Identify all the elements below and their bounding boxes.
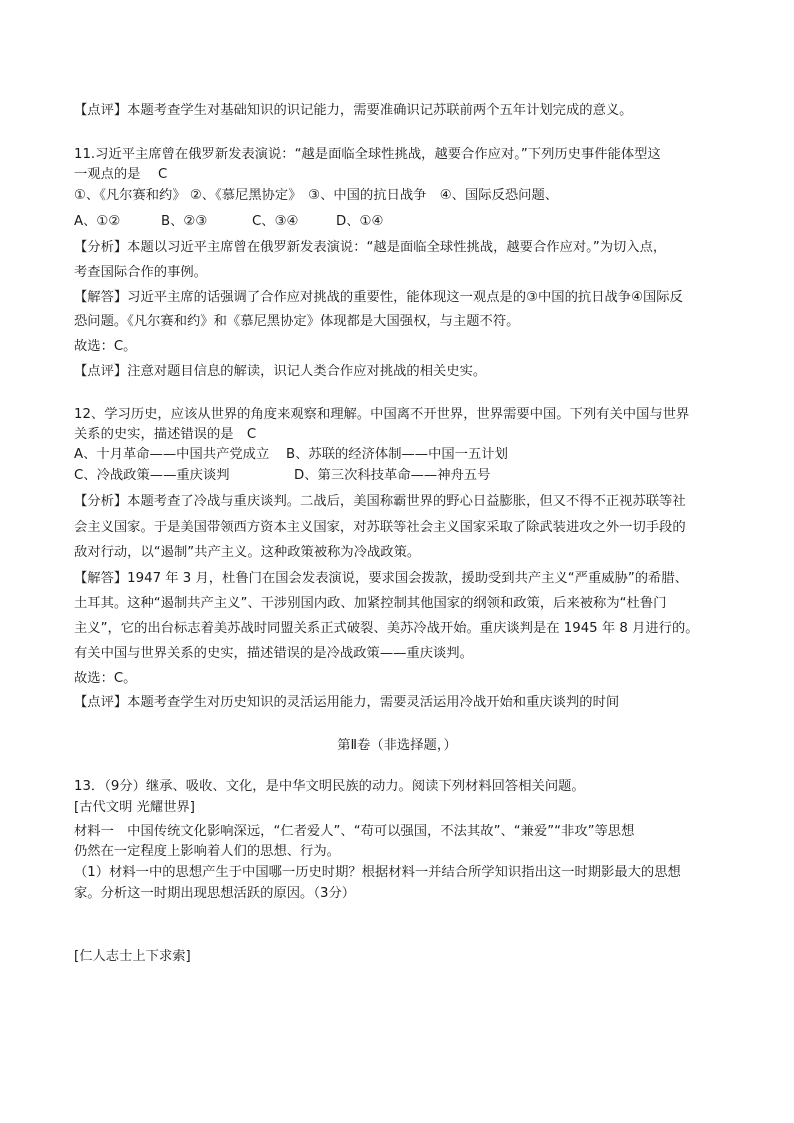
- q11-review: 【点评】注意对题目信息的解读，识记人类合作应对挑战的相关史实。: [74, 364, 487, 379]
- q11-analysis-line2: 考查国际合作的事例。: [74, 265, 207, 280]
- q12-answer-line4: 有关中国与世界关系的史实，描述错误的是冷战政策——重庆谈判。: [74, 646, 473, 661]
- q12-option-d: D、第三次科技革命——神舟五号: [294, 468, 491, 483]
- q11-option-d: D、①④: [336, 214, 384, 229]
- review-paragraph: 【点评】本题考查学生对基础知识的识记能力，需要准确识记苏联前两个五年计划完成的意义。: [74, 103, 633, 118]
- q11-stem-line2: 一观点的是 C: [74, 167, 168, 182]
- q12-analysis-line3: 敌对行动，以“遏制”共产主义。这种政策被称为冷战政策。: [74, 545, 421, 560]
- q12-option-b: B、苏联的经济体制——中国一五计划: [286, 447, 508, 462]
- q13-material-line1: 材料一 中国传统文化影响深远，“仁者爱人”、“苟可以强国，不法其故”、“兼爱”“非攻”等思想: [74, 824, 635, 839]
- q13-sub1-line2: 家。分析这一时期出现思想活跃的原因。（3分）: [74, 886, 356, 901]
- q12-option-c: C、冷战政策——重庆谈判: [74, 468, 230, 483]
- q11-option-c: C、③④: [252, 214, 299, 229]
- q11-stem-line1: 11.习近平主席曾在俄罗新发表演说：“越是面临全球性挑战，越要合作应对。”下列历史事件能体型这: [74, 147, 661, 162]
- q13-stem: 13．（9分）继承、吸收、文化，是中华文明民族的动力。阅读下列材料回答相关问题。: [74, 779, 585, 794]
- q12-analysis-line2: 会主义国家。于是美国带领西方资本主义国家，对苏联等社会主义国家采取了除武装进攻之外一切手段的: [74, 520, 686, 535]
- q12-choice: 故选：C。: [74, 671, 137, 686]
- q11-option-b: B、②③: [161, 214, 208, 229]
- q11-option-a: A、①②: [74, 214, 121, 229]
- q12-answer-line2: 土耳其。这种“遏制共产主义”、干涉别国内政、加紧控制其他国家的纲领和政策，后来被称为“杜鲁门: [74, 596, 667, 611]
- q13-material-line2: 仍然在一定程度上影响着人们的思想、行为。: [74, 844, 340, 859]
- q12-analysis-line1: 【分析】本题考查了冷战与重庆谈判。二战后，美国称霸世界的野心日益膨胀，但又不得不正视苏联等社: [74, 494, 686, 509]
- q11-items: ①、《凡尔赛和约》 ②、《慕尼黑协定》 ③、中国的抗日战争 ④、国际反恐问题、: [74, 188, 559, 203]
- q12-review: 【点评】本题考查学生对历史知识的灵活运用能力，需要灵活运用冷战开始和重庆谈判的时间: [74, 695, 620, 710]
- q11-answer-line2: 恐问题。《凡尔赛和约》和《慕尼黑协定》体现都是大国强权，与主题不符。: [74, 314, 520, 329]
- q12-answer-line3: 主义”，它的出台标志着美苏战时同盟关系正式破裂、美苏冷战开始。重庆谈判是在 1945 年 8 月进行的。: [74, 621, 699, 636]
- q11-analysis-line1: 【分析】本题以习近平主席曾在俄罗新发表演说：“越是面临全球性挑战，越要合作应对。”为切入点，: [74, 240, 667, 255]
- q11-answer-line1: 【解答】习近平主席的话强调了合作应对挑战的重要性，能体现这一观点是的③中国的抗日战争④国际反: [74, 290, 683, 305]
- q11-choice: 故选：C。: [74, 339, 137, 354]
- q12-option-a: A、十月革命——中国共产党成立: [74, 447, 270, 462]
- q13-heading-ancient: [古代文明 光耀世界]: [74, 800, 195, 815]
- q12-stem-line2: 关系的史实，描述错误的是 C: [74, 427, 257, 442]
- q13-heading-seekers: [仁人志士上下求索]: [74, 949, 191, 964]
- q13-sub1-line1: （1）材料一中的思想产生于中国哪一历史时期？根据材料一并结合所学知识指出这一时期影最大的思想: [74, 865, 681, 880]
- q12-stem-line1: 12、学习历史，应该从世界的角度来观察和理解。中国离不开世界，世界需要中国。下列有关中国与世界: [74, 407, 690, 422]
- section-title: 第Ⅱ卷（非选择题，）: [337, 738, 457, 753]
- q12-answer-line1: 【解答】1947 年 3 月，杜鲁门在国会发表演说，要求国会拨款，援助受到共产主义“严重威胁”的希腊、: [74, 571, 688, 586]
